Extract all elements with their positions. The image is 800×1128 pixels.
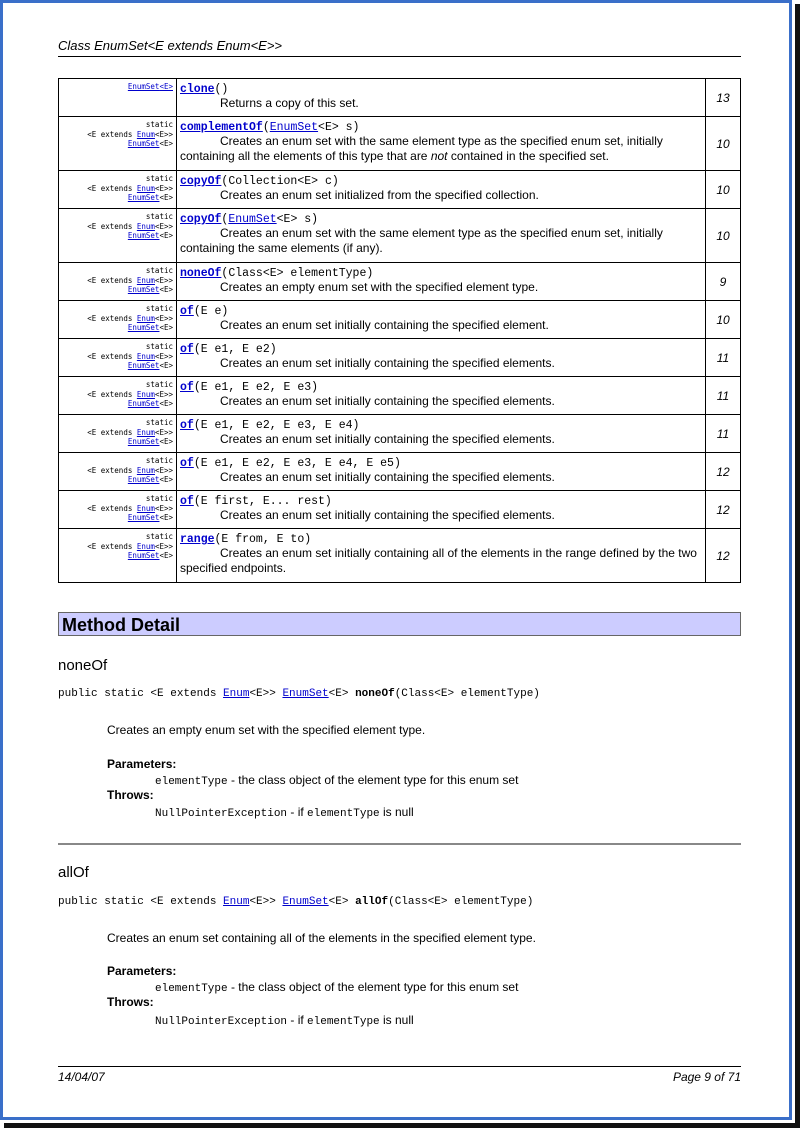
static-modifier: static (145, 418, 173, 427)
signature-cell (177, 529, 706, 583)
method-signature (180, 303, 702, 318)
throws-label: Throws: (107, 788, 154, 802)
modifier-cell (59, 377, 177, 415)
generic-decl: <E extends (87, 541, 137, 551)
page-number-cell: 12 (706, 453, 741, 491)
enumset-link[interactable]: EnumSet (127, 231, 160, 240)
params-text: (E e1, E e2, E e3, E e4, E e5) (193, 457, 401, 470)
params-text: (E e1, E e2, E e3) (193, 381, 319, 394)
generic-param: <E> (159, 193, 173, 202)
generic-param: <E> (159, 513, 173, 522)
method-link-of[interactable]: of (180, 495, 194, 508)
enumset-link[interactable]: EnumSet (127, 323, 160, 332)
page-number-cell: 10 (706, 301, 741, 339)
sig-params: (Class<E> elementType) (388, 896, 534, 908)
page-number-cell: 13 (706, 79, 741, 117)
generic-decl: <E extends (87, 275, 137, 285)
sig-method-name: allOf (355, 896, 389, 908)
generic-decl: <E extends (87, 465, 137, 475)
generic-decl: <E extends (87, 313, 137, 323)
modifier-cell (59, 453, 177, 491)
method-signature (180, 81, 702, 96)
method-signature (180, 417, 702, 432)
sig-text: <E> (328, 688, 356, 700)
params-text: <E> s) (318, 121, 360, 134)
generic-param: <E> (159, 361, 173, 370)
generic-decl: <E extends (87, 221, 137, 231)
summary-row (59, 79, 741, 117)
param-name: elementType (155, 776, 228, 788)
method-title-allOf: allOf (58, 864, 89, 881)
page-number-cell: 12 (706, 529, 741, 583)
generic-decl: <E>> (154, 389, 173, 399)
generic-param: <E> (159, 551, 173, 560)
method-summary-description (180, 280, 702, 295)
sig-text: <E> (328, 896, 356, 908)
method-summary-description (180, 432, 702, 447)
generic-decl: <E>> (154, 351, 173, 361)
summary-row (59, 529, 741, 583)
throws-label: Throws: (107, 995, 154, 1009)
generic-param: <E> (159, 399, 173, 408)
desc-text: Creates an enum set initially containing the specified elements. (220, 432, 555, 446)
method-signature (180, 531, 702, 546)
enumset-link[interactable]: EnumSet (282, 688, 329, 700)
method-summary-description (180, 96, 702, 111)
parameter-entry (155, 773, 518, 788)
signature-cell (177, 377, 706, 415)
generic-decl: <E>> (154, 275, 173, 285)
sig-text: <E>> (249, 896, 283, 908)
enum-link[interactable]: Enum (136, 129, 155, 139)
throws-code: elementType (307, 1016, 380, 1028)
desc-text: contained in the specified set. (447, 149, 609, 163)
method-signature (180, 379, 702, 394)
enum-link[interactable]: Enum (223, 896, 250, 908)
signature-cell (177, 301, 706, 339)
exception-name: NullPointerException (155, 1016, 288, 1028)
enum-link[interactable]: Enum (136, 389, 155, 399)
generic-param: <E> (159, 437, 173, 446)
method-link-copyOf[interactable]: copyOf (180, 175, 222, 188)
enumset-link[interactable]: EnumSet (282, 896, 329, 908)
param-desc: - the class object of the element type for this enum set (227, 773, 519, 787)
page-number-cell: 10 (706, 171, 741, 209)
desc-text: Creates an enum set initialized from the specified collection. (220, 188, 539, 202)
static-modifier: static (145, 174, 173, 183)
enumset-link[interactable]: EnumSet (127, 475, 160, 484)
throws-entry (155, 1013, 414, 1028)
enumset-link[interactable]: EnumSet (127, 361, 160, 370)
summary-row (59, 377, 741, 415)
page-number-cell: 10 (706, 117, 741, 171)
summary-row (59, 117, 741, 171)
method-description-allOf: Creates an enum set containing all of the elements in the specified element type. (107, 931, 536, 945)
signature-cell (177, 209, 706, 263)
method-link-of[interactable]: of (180, 381, 194, 394)
enumset-link[interactable]: EnumSet (127, 399, 160, 408)
method-link-noneOf[interactable]: noneOf (180, 267, 222, 280)
modifier-cell (59, 301, 177, 339)
enumset-link[interactable]: EnumSet (127, 513, 160, 522)
static-modifier: static (145, 456, 173, 465)
generic-decl: <E>> (154, 541, 173, 551)
method-link-clone[interactable]: clone (180, 83, 215, 96)
generic-decl: <E>> (154, 221, 173, 231)
params-text: <E> s) (276, 213, 319, 226)
desc-text: Creates an enum set initially containing the specified elements. (220, 470, 555, 484)
throws-text: - if (287, 805, 308, 819)
enum-link[interactable]: Enum (136, 221, 155, 231)
desc-text: Creates an enum set initially containing the specified elements. (220, 356, 555, 370)
summary-row (59, 491, 741, 529)
method-signature-noneOf (58, 688, 540, 700)
static-modifier: static (145, 212, 173, 221)
summary-row (59, 209, 741, 263)
static-modifier: static (145, 380, 173, 389)
method-signature (180, 493, 702, 508)
method-signature (180, 173, 702, 188)
enum-link[interactable]: Enum (136, 351, 155, 361)
method-separator (58, 843, 741, 845)
params-text: (E from, E to) (214, 533, 312, 546)
desc-text: Creates an enum set initially containing the specified elements. (220, 394, 555, 408)
sig-params: (Class<E> elementType) (394, 688, 540, 700)
enum-link[interactable]: Enum (136, 427, 155, 437)
summary-row (59, 415, 741, 453)
desc-text: Creates an enum set initially containing the specified elements. (220, 508, 555, 522)
params-text: (E e1, E e2) (193, 343, 277, 356)
enumset-link[interactable]: EnumSet (127, 82, 160, 91)
footer-page-number: Page 9 of 71 (672, 1070, 741, 1084)
method-link-copyOf[interactable]: copyOf (180, 213, 222, 226)
generic-decl: <E>> (154, 465, 173, 475)
frame-shadow-right (795, 4, 800, 1128)
generic-param: <E> (159, 139, 173, 148)
method-link-of[interactable]: of (180, 305, 194, 318)
method-link-of[interactable]: of (180, 457, 194, 470)
param-desc: - the class object of the element type for this enum set (227, 980, 519, 994)
method-signature (180, 265, 702, 280)
generic-decl: <E>> (154, 183, 173, 193)
params-text: (Class<E> elementType) (221, 267, 374, 280)
enumset-link[interactable]: EnumSet (269, 121, 319, 134)
method-summary-description (180, 134, 702, 164)
modifier-cell (59, 339, 177, 377)
method-link-of[interactable]: of (180, 343, 194, 356)
method-detail-heading: Method Detail (58, 612, 741, 636)
modifier-cell (59, 263, 177, 301)
parameters-label: Parameters: (107, 964, 177, 978)
signature-cell (177, 171, 706, 209)
generic-decl: <E extends (87, 129, 137, 139)
signature-cell (177, 79, 706, 117)
modifier-cell (59, 529, 177, 583)
sig-text: public static <E extends (58, 896, 224, 908)
generic-decl: <E>> (154, 129, 173, 139)
parameter-entry (155, 980, 518, 995)
summary-row (59, 453, 741, 491)
modifier-cell (59, 415, 177, 453)
method-summary-description (180, 470, 702, 485)
static-modifier: static (145, 304, 173, 313)
method-summary-description (180, 356, 702, 371)
page-footer (58, 1066, 741, 1084)
enumset-link[interactable]: EnumSet (127, 139, 160, 148)
desc-text: Returns a copy of this set. (220, 96, 359, 110)
static-modifier: static (145, 266, 173, 275)
parameters-label: Parameters: (107, 757, 177, 771)
generic-decl: <E extends (87, 183, 137, 193)
throws-entry (155, 805, 414, 820)
throws-text: - if (287, 1013, 308, 1027)
enum-link[interactable]: Enum (136, 541, 155, 551)
modifier-cell (59, 491, 177, 529)
signature-cell (177, 263, 706, 301)
params-text: (E e1, E e2, E e3, E e4) (193, 419, 360, 432)
page-number-cell: 9 (706, 263, 741, 301)
static-modifier: static (145, 532, 173, 541)
generic-decl: <E>> (154, 503, 173, 513)
params-text: ( (221, 213, 229, 226)
generic-decl: <E extends (87, 351, 137, 361)
enum-link[interactable]: Enum (136, 313, 155, 323)
modifier-cell (59, 171, 177, 209)
method-signature (180, 119, 702, 134)
generic-param: <E> (159, 285, 173, 294)
page-header-title: Class EnumSet<E extends Enum<E>> (58, 38, 741, 57)
generic-decl: <E extends (87, 389, 137, 399)
generic-decl: <E>> (154, 427, 173, 437)
modifier-cell (59, 209, 177, 263)
static-modifier: static (145, 120, 173, 129)
method-signature (180, 455, 702, 470)
param-name: elementType (155, 983, 228, 995)
page-number-cell: 11 (706, 377, 741, 415)
method-signature (180, 211, 702, 226)
enum-link[interactable]: Enum (136, 465, 155, 475)
page-number-cell: 10 (706, 209, 741, 263)
desc-text: Creates an enum set initially containing all of the elements in the range defined by the two specified endpoints. (180, 546, 697, 575)
params-text: () (214, 83, 229, 96)
page-number-cell: 12 (706, 491, 741, 529)
method-link-complementOf[interactable]: complementOf (180, 121, 263, 134)
generic-param: <E> (159, 475, 173, 484)
enum-link[interactable]: Enum (136, 503, 155, 513)
summary-row (59, 263, 741, 301)
method-summary-description (180, 226, 702, 256)
method-link-of[interactable]: of (180, 419, 194, 432)
enum-link[interactable]: Enum (223, 688, 250, 700)
signature-cell (177, 415, 706, 453)
signature-cell (177, 453, 706, 491)
summary-row (59, 301, 741, 339)
params-text: (E first, E... rest) (193, 495, 332, 508)
sig-method-name: noneOf (355, 688, 395, 700)
desc-emphasis: not (430, 149, 448, 163)
generic-decl: <E extends (87, 503, 137, 513)
method-summary-description (180, 394, 702, 409)
throws-text: is null (379, 1013, 414, 1027)
generic-param-link[interactable]: <E> (159, 82, 173, 91)
method-link-range[interactable]: range (180, 533, 215, 546)
desc-text: Creates an enum set with the same element type as the specified enum set, initially containing all the elements of this type that are (180, 134, 663, 163)
sig-text: public static <E extends (58, 688, 224, 700)
static-modifier: static (145, 494, 173, 503)
enumset-link[interactable]: EnumSet (127, 285, 160, 294)
summary-row (59, 339, 741, 377)
enumset-link[interactable]: EnumSet (127, 437, 160, 446)
method-signature-allOf (58, 896, 533, 908)
method-summary-description (180, 508, 702, 523)
method-title-noneOf: noneOf (58, 657, 108, 674)
exception-name: NullPointerException (155, 808, 288, 820)
enum-link[interactable]: Enum (136, 275, 155, 285)
method-summary-description (180, 546, 702, 576)
summary-row (59, 171, 741, 209)
generic-decl: <E extends (87, 427, 137, 437)
params-text: ( (262, 121, 270, 134)
enum-link[interactable]: Enum (136, 183, 155, 193)
frame-shadow-bottom (4, 1123, 800, 1128)
page-number-cell: 11 (706, 339, 741, 377)
enumset-link[interactable]: EnumSet (127, 551, 160, 560)
desc-text: Creates an enum set initially containing the specified element. (220, 318, 549, 332)
footer-date: 14/04/07 (58, 1070, 105, 1084)
params-text: (E e) (193, 305, 229, 318)
signature-cell (177, 491, 706, 529)
throws-text: is null (379, 805, 414, 819)
generic-param: <E> (159, 323, 173, 332)
signature-cell (177, 117, 706, 171)
method-summary-description (180, 318, 702, 333)
static-modifier: static (145, 342, 173, 351)
signature-cell (177, 339, 706, 377)
page-number-cell: 11 (706, 415, 741, 453)
params-text: (Collection<E> c) (221, 175, 339, 188)
enumset-link[interactable]: EnumSet (127, 193, 160, 202)
desc-text: Creates an enum set with the same element type as the specified enum set, initially containing the same elements (if any). (180, 226, 663, 255)
method-signature (180, 341, 702, 356)
throws-code: elementType (307, 808, 380, 820)
modifier-cell (59, 79, 177, 117)
method-summary-description (180, 188, 702, 203)
method-description-noneOf: Creates an empty enum set with the specified element type. (107, 723, 426, 737)
generic-param: <E> (159, 231, 173, 240)
desc-text: Creates an empty enum set with the specified element type. (220, 280, 539, 294)
generic-decl: <E>> (154, 313, 173, 323)
modifier-cell (59, 117, 177, 171)
enumset-link[interactable]: EnumSet (228, 213, 277, 226)
sig-text: <E>> (249, 688, 283, 700)
method-summary-table (58, 78, 741, 583)
